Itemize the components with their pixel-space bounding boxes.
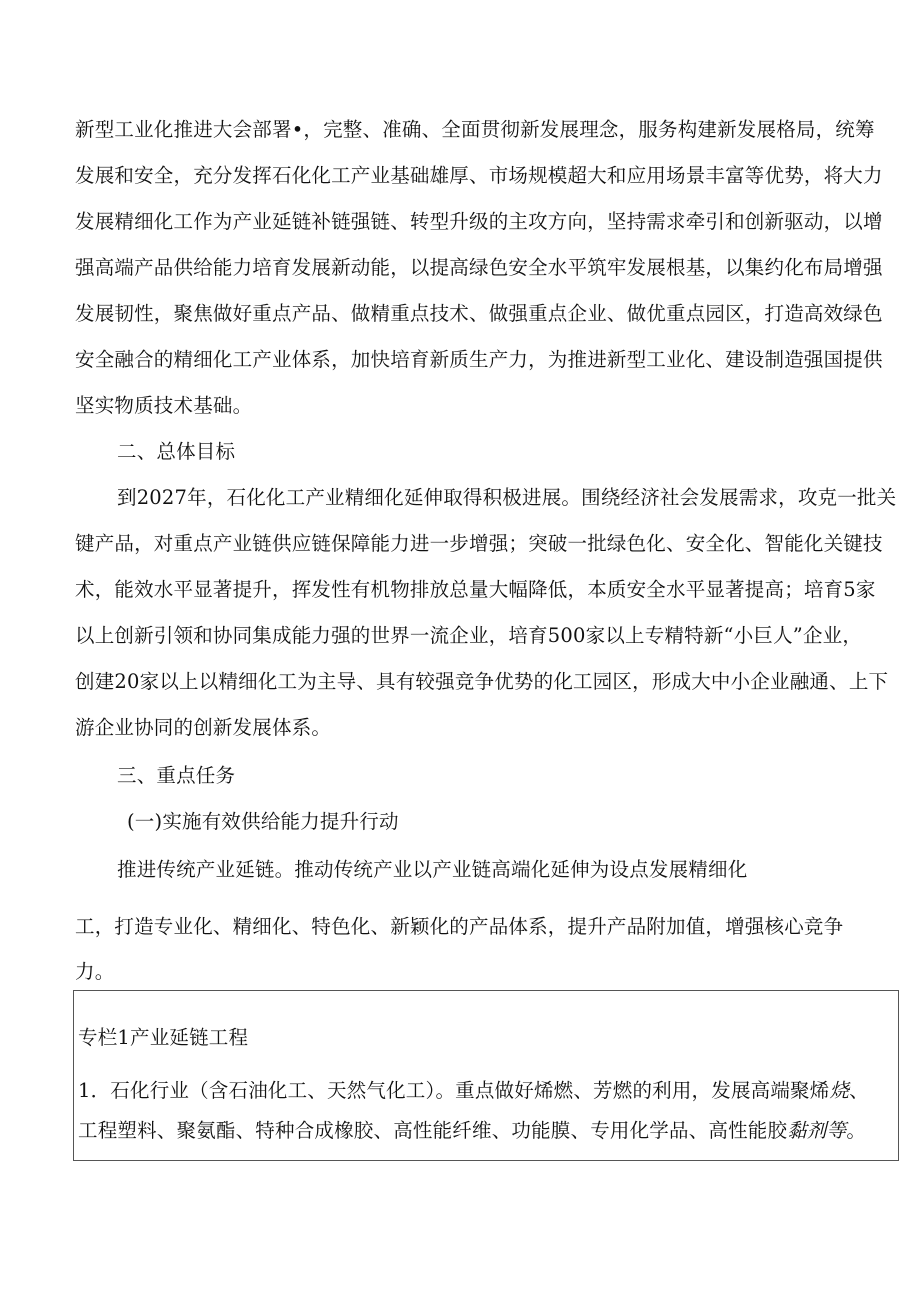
section-heading-2: 二、总体目标	[117, 440, 236, 463]
para2-line-1: 到2027年，石化化工产业精细化延伸取得积极进展。围绕经济社会发展需求，攻克一批关	[117, 486, 897, 509]
box-item-1-line-2-end: 。	[846, 1119, 867, 1142]
para3-line-2: 工，打造专业化、精细化、特色化、新颖化的产品体系，提升产品附加值，增强核心竞争	[75, 915, 844, 938]
para1-line-1: 新型工业化推进大会部署•，完整、准确、全面贯彻新发展理念，服务构建新发展格局，统筹	[75, 118, 875, 141]
para1-line-7: 坚实物质技术基础。	[75, 394, 253, 417]
para1-line-6: 安全融合的精细化工产业体系，加快培育新质生产力，为推进新型工业化、建设制造强国提供	[75, 348, 883, 371]
feature-box-industry-chain	[73, 990, 899, 1161]
para3-line-3: 力。	[75, 960, 115, 983]
para2-line-4: 以上创新引领和协同集成能力强的世界一流企业，培育500家以上专精特新“小巨人”企业，	[75, 624, 863, 647]
para2-line-5: 创建20家以上以精细化工为主导、具有较强竞争优势的化工园区，形成大中小企业融通、上下	[75, 670, 889, 693]
para1-line-4: 强高端产品供给能力培育发展新动能，以提高绿色安全水平筑牢发展根基，以集约化布局增强	[75, 256, 883, 279]
section-heading-3: 三、重点任务	[117, 764, 236, 787]
box-item-1-line-2-text: 工程塑料、聚氨酯、特种合成橡胶、高性能纤维、功能膜、专用化学品、高性能胶	[78, 1119, 788, 1142]
para2-line-3: 术，能效水平显著提升，挥发性有机物排放总量大幅降低，本质安全水平显著提高；培育5家	[75, 578, 876, 601]
para2-line-2: 键产品，对重点产业链供应链保障能力进一步增强；突破一批绿色化、安全化、智能化关键技	[75, 532, 883, 555]
box-item-1-text: 1．石化行业（含石油化工、天然气化工）。重点做好烯燃、芳燃的利用，发展高端聚烯	[78, 1079, 830, 1102]
box-item-1-line-1	[78, 1077, 869, 1105]
box-item-1-end: 、	[849, 1079, 869, 1102]
para1-line-3: 发展精细化工作为产业延链补链强链、转型升级的主攻方向，坚持需求牵引和创新驱动，以增	[75, 210, 883, 233]
box-title: 专栏1产业延链工程	[78, 1026, 249, 1049]
box-item-1-line-2-tail: 黏剂等	[787, 1119, 847, 1142]
para1-line-2: 发展和安全，充分发挥石化化工产业基础雄厚、市场规模超大和应用场景丰富等优势，将大力	[75, 164, 883, 187]
para1-line-5: 发展韧性，聚焦做好重点产品、做精重点技术、做强重点企业、做优重点园区，打造高效绿色	[75, 302, 883, 325]
box-item-1-line-2	[78, 1117, 866, 1145]
para2-line-6: 游企业协同的创新发展体系。	[75, 716, 332, 739]
subsection-heading-1: (一)实施有效供给能力提升行动	[127, 810, 399, 833]
para3-line-1: 推进传统产业延链。推动传统产业以产业链高端化延伸为设点发展精细化	[117, 858, 748, 881]
box-item-1-tail: 烧	[829, 1079, 850, 1102]
